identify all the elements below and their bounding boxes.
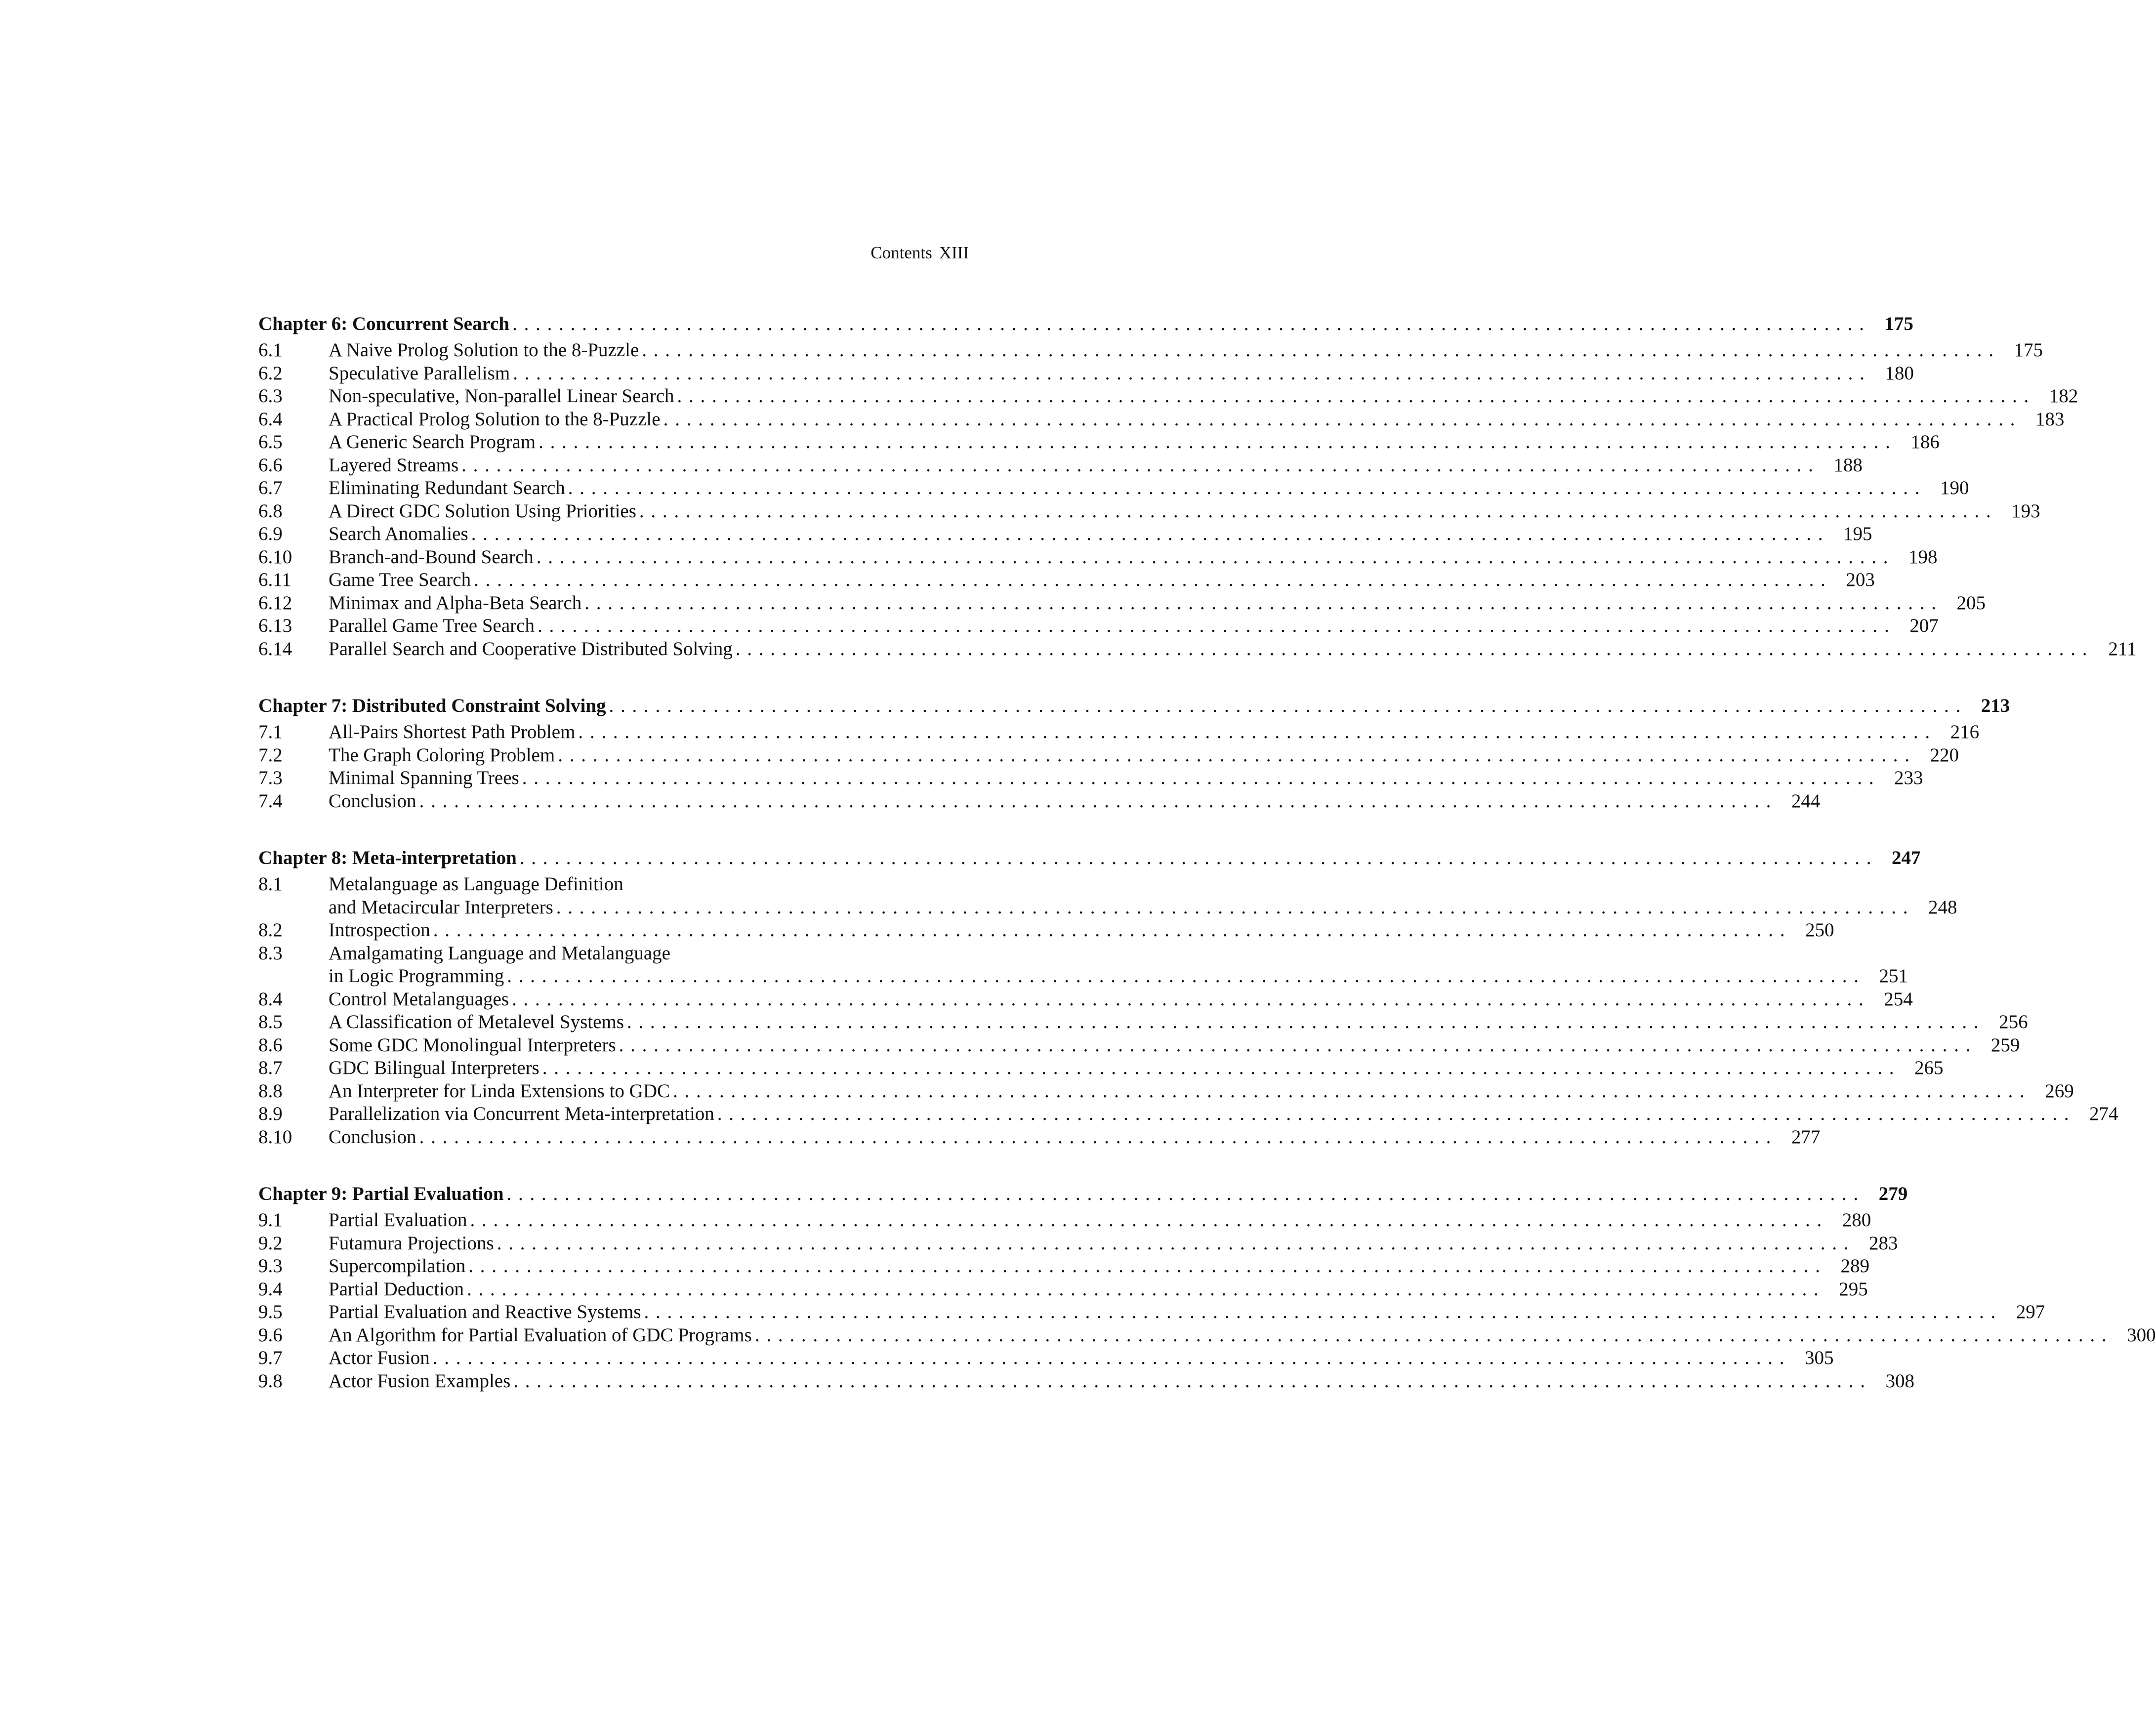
dot-leader: . . . . . . . . . . . . . . . . . . . . . . . . . . . . . . . . . . . . . . . . . . . . . . . . . . . . . . . . . . . . . . . . . . . . . . . . . . . . . . . . . . . . . . . . . . . . . . . . . . . . . . . . . . . . . . . . . . . . . bbox=[663, 408, 2016, 430]
toc-entry-row bbox=[258, 942, 970, 965]
toc-entry-row bbox=[258, 477, 1969, 500]
entry-title: An Algorithm for Partial Evaluation of GDC Programs bbox=[329, 1324, 755, 1347]
section-page-number: 195 bbox=[1843, 523, 1872, 544]
dot-leader: . . . . . . . . . . . . . . . . . . . . . . . . . . . . . . . . . . . . . . . . . . . . . . . . . . . . . . . . . . . . . . . . . . . . . . . . . . . . . . . . . . . . . . . . . . . . . . . . . . . . . . . . . . . . . . . . . . . . . bbox=[584, 592, 1938, 614]
entry-title: Chapter 8: Meta-interpretation bbox=[258, 843, 520, 873]
toc-entry-row bbox=[258, 1080, 2074, 1103]
section-page-number: 265 bbox=[1914, 1057, 1944, 1078]
section-number: 9.2 bbox=[258, 1232, 283, 1254]
section-page-number: 211 bbox=[2108, 638, 2137, 660]
section-number: 6.4 bbox=[258, 408, 283, 430]
section-number: 6.8 bbox=[258, 500, 283, 522]
entry-title-cell bbox=[329, 767, 1883, 790]
dot-leader: . . . . . . . . . . . . . . . . . . . . . . . . . . . . . . . . . . . . . . . . . . . . . . . . . . . . . . . . . . . . . . . . . . . . . . . . . . . . . . . . . . . . . . . . . . . . . . . . . . . . . . . . . . . . . . . . . . . . . bbox=[735, 638, 2088, 660]
dot-leader: . . . . . . . . . . . . . . . . . . . . . . . . . . . . . . . . . . . . . . . . . . . . . . . . . . . . . . . . . . . . . . . . . . . . . . . . . . . . . . . . . . . . . . . . . . . . . . . . . . . . . . . . . . . . . . . . . . . . . bbox=[507, 965, 1860, 987]
entry-title-cell bbox=[329, 790, 1781, 813]
entry-title-cell bbox=[329, 965, 1868, 988]
entry-title: All-Pairs Shortest Path Problem bbox=[329, 721, 578, 744]
dot-leader: . . . . . . . . . . . . . . . . . . . . . . . . . . . . . . . . . . . . . . . . . . . . . . . . . . . . . . . . . . . . . . . . . . . . . . . . . . . . . . . . . . . . . . . . . . . . . . . . . . . . . . . . . . . . . . . . . . . . . bbox=[433, 919, 1786, 941]
entry-title: Actor Fusion bbox=[329, 1347, 433, 1370]
section-page-number: 198 bbox=[1908, 546, 1938, 568]
entry-title: The Graph Coloring Problem bbox=[329, 744, 558, 767]
toc-entry-row bbox=[258, 873, 970, 896]
toc-entry-row bbox=[258, 1057, 1944, 1080]
section-number: 9.7 bbox=[258, 1347, 283, 1368]
section-number: 6.3 bbox=[258, 385, 283, 407]
toc-entry-row bbox=[258, 408, 2065, 431]
entry-title-cell bbox=[329, 1080, 2034, 1103]
entry-title-cell bbox=[329, 615, 1899, 638]
dot-leader: . . . . . . . . . . . . . . . . . . . . . . . . . . . . . . . . . . . . . . . . . . . . . . . . . . . . . . . . . . . . . . . . . . . . . . . . . . . . . . . . . . . . . . . . . . . . . . . . . . . . . . . . . . . . . . . . . . . . . bbox=[522, 767, 1875, 788]
dot-leader: . . . . . . . . . . . . . . . . . . . . . . . . . . . . . . . . . . . . . . . . . . . . . . . . . . . . . . . . . . . . . . . . . . . . . . . . . . . . . . . . . . . . . . . . . . . . . . . . . . . . . . . . . . . . . . . . . . . . . bbox=[513, 362, 1866, 384]
section-number: 7.4 bbox=[258, 790, 283, 812]
section-number: 6.13 bbox=[258, 615, 292, 636]
entry-title-cell bbox=[329, 1103, 2079, 1126]
entry-title-cell bbox=[329, 873, 930, 896]
section-number: 6.2 bbox=[258, 362, 283, 384]
entry-title: Partial Evaluation bbox=[329, 1209, 470, 1232]
section-number: 8.7 bbox=[258, 1057, 283, 1078]
dot-leader: . . . . . . . . . . . . . . . . . . . . . . . . . . . . . . . . . . . . . . . . . . . . . . . . . . . . . . . . . . . . . . . . . . . . . . . . . . . . . . . . . . . . . . . . . . . . . . . . . . . . . . . . . . . . . . . . . . . . . bbox=[717, 1103, 2070, 1124]
section-page-number: 250 bbox=[1805, 919, 1834, 941]
entry-title: Control Metalanguages bbox=[329, 988, 512, 1011]
dot-leader: . . . . . . . . . . . . . . . . . . . . . . . . . . . . . . . . . . . . . . . . . . . . . . . . . . . . . . . . . . . . . . . . . . . . . . . . . . . . . . . . . . . . . . . . . . . . . . . . . . . . . . . . . . . . . . . . . . . . . bbox=[519, 847, 1872, 868]
entry-title: Search Anomalies bbox=[329, 523, 471, 546]
section-page-number: 203 bbox=[1846, 569, 1875, 590]
section-number: 7.3 bbox=[258, 767, 283, 788]
entry-title-cell bbox=[329, 454, 1823, 477]
entry-title-cell bbox=[329, 385, 2038, 408]
toc-entry-row bbox=[258, 615, 1939, 638]
entry-title-cell bbox=[329, 431, 1900, 454]
section-number: 8.9 bbox=[258, 1103, 283, 1124]
toc-entry-row bbox=[258, 339, 2043, 362]
entry-title-cell bbox=[329, 942, 930, 965]
entry-title: Partial Deduction bbox=[329, 1278, 467, 1301]
toc-entry-row bbox=[258, 1034, 2020, 1057]
entry-title-cell bbox=[329, 362, 1874, 385]
section-number: 9.1 bbox=[258, 1209, 283, 1231]
entry-title: Eliminating Redundant Search bbox=[329, 477, 568, 500]
dot-leader: . . . . . . . . . . . . . . . . . . . . . . . . . . . . . . . . . . . . . . . . . . . . . . . . . . . . . . . . . . . . . . . . . . . . . . . . . . . . . . . . . . . . . . . . . . . . . . . . . . . . . . . . . . . . . . . . . . . . . bbox=[467, 1278, 1820, 1300]
section-number: 9.6 bbox=[258, 1324, 283, 1346]
chapter-block bbox=[258, 843, 2118, 1149]
entry-title: Chapter 9: Partial Evaluation bbox=[258, 1179, 507, 1209]
section-page-number: 175 bbox=[2014, 339, 2043, 361]
toc-entry-row bbox=[258, 1278, 1868, 1301]
dot-leader: . . . . . . . . . . . . . . . . . . . . . . . . . . . . . . . . . . . . . . . . . . . . . . . . . . . . . . . . . . . . . . . . . . . . . . . . . . . . . . . . . . . . . . . . . . . . . . . . . . . . . . . . . . . . . . . . . . . . . bbox=[558, 744, 1910, 766]
section-page-number: 274 bbox=[2089, 1103, 2118, 1124]
section-page-number: 180 bbox=[1885, 362, 1914, 384]
chapter-block bbox=[258, 309, 2137, 660]
section-number: 8.8 bbox=[258, 1080, 283, 1102]
toc-entry-row bbox=[258, 919, 1834, 942]
section-page-number: 205 bbox=[1956, 592, 1986, 614]
entry-title: Layered Streams bbox=[329, 454, 461, 477]
entry-title-cell bbox=[329, 592, 1946, 615]
dot-leader: . . . . . . . . . . . . . . . . . . . . . . . . . . . . . . . . . . . . . . . . . . . . . . . . . . . . . . . . . . . . . . . . . . . . . . . . . . . . . . . . . . . . . . . . . . . . . . . . . . . . . . . . . . . . . . . . . . . . . bbox=[673, 1080, 2026, 1102]
entry-title-cell bbox=[258, 843, 1881, 873]
dot-leader: . . . . . . . . . . . . . . . . . . . . . . . . . . . . . . . . . . . . . . . . . . . . . . . . . . . . . . . . . . . . . . . . . . . . . . . . . . . . . . . . . . . . . . . . . . . . . . . . . . . . . . . . . . . . . . . . . . . . . bbox=[512, 313, 1865, 334]
toc-entry-row bbox=[258, 546, 1938, 569]
entry-title-cell bbox=[329, 339, 2003, 362]
section-page-number: 308 bbox=[1885, 1370, 1915, 1392]
toc-entry-row bbox=[258, 896, 1957, 919]
toc-entry-row bbox=[258, 1232, 1898, 1255]
section-page-number: 269 bbox=[2045, 1080, 2074, 1102]
dot-leader: . . . . . . . . . . . . . . . . . . . . . . . . . . . . . . . . . . . . . . . . . . . . . . . . . . . . . . . . . . . . . . . . . . . . . . . . . . . . . . . . . . . . . . . . . . . . . . . . . . . . . . . . . . . . . . . . . . . . . bbox=[468, 1255, 1822, 1277]
entry-title-cell bbox=[329, 1057, 1904, 1080]
dot-leader: . . . . . . . . . . . . . . . . . . . . . . . . . . . . . . . . . . . . . . . . . . . . . . . . . . . . . . . . . . . . . . . . . . . . . . . . . . . . . . . . . . . . . . . . . . . . . . . . . . . . . . . . . . . . . . . . . . . . . bbox=[471, 523, 1824, 544]
section-number: 6.10 bbox=[258, 546, 292, 568]
toc-entry-row bbox=[258, 790, 1821, 813]
toc-entry-row bbox=[258, 431, 1940, 454]
dot-leader: . . . . . . . . . . . . . . . . . . . . . . . . . . . . . . . . . . . . . . . . . . . . . . . . . . . . . . . . . . . . . . . . . . . . . . . . . . . . . . . . . . . . . . . . . . . . . . . . . . . . . . . . . . . . . . . . . . . . . bbox=[644, 1301, 1997, 1322]
toc-entry-row bbox=[258, 500, 2040, 523]
entry-title: Partial Evaluation and Reactive Systems bbox=[329, 1301, 644, 1324]
dot-leader: . . . . . . . . . . . . . . . . . . . . . . . . . . . . . . . . . . . . . . . . . . . . . . . . . . . . . . . . . . . . . . . . . . . . . . . . . . . . . . . . . . . . . . . . . . . . . . . . . . . . . . . . . . . . . . . . . . . . . bbox=[609, 695, 1962, 716]
section-number: 8.4 bbox=[258, 988, 283, 1010]
chapter-block bbox=[258, 1179, 2156, 1393]
entry-title: Parallel Game Tree Search bbox=[329, 615, 538, 638]
dot-leader: . . . . . . . . . . . . . . . . . . . . . . . . . . . . . . . . . . . . . . . . . . . . . . . . . . . . . . . . . . . . . . . . . . . . . . . . . . . . . . . . . . . . . . . . . . . . . . . . . . . . . . . . . . . . . . . . . . . . . bbox=[754, 1324, 2108, 1346]
entry-title-cell bbox=[329, 1232, 1858, 1255]
entry-title: Game Tree Search bbox=[329, 569, 474, 592]
toc-entry-row bbox=[258, 721, 1980, 744]
dot-leader: . . . . . . . . . . . . . . . . . . . . . . . . . . . . . . . . . . . . . . . . . . . . . . . . . . . . . . . . . . . . . . . . . . . . . . . . . . . . . . . . . . . . . . . . . . . . . . . . . . . . . . . . . . . . . . . . . . . . . bbox=[677, 385, 2030, 407]
dot-leader: . . . . . . . . . . . . . . . . . . . . . . . . . . . . . . . . . . . . . . . . . . . . . . . . . . . . . . . . . . . . . . . . . . . . . . . . . . . . . . . . . . . . . . . . . . . . . . . . . . . . . . . . . . . . . . . . . . . . . bbox=[639, 500, 1992, 522]
toc-entry-row bbox=[258, 638, 2137, 661]
section-page-number: 188 bbox=[1833, 454, 1863, 476]
entry-title: Actor Fusion Examples bbox=[329, 1370, 513, 1393]
toc-entry-row bbox=[258, 1347, 1834, 1370]
entry-title: An Interpreter for Linda Extensions to GDC bbox=[329, 1080, 673, 1103]
entry-title-cell bbox=[329, 1255, 1830, 1278]
section-page-number: 305 bbox=[1805, 1347, 1834, 1368]
section-page-number: 233 bbox=[1894, 767, 1923, 788]
section-number: 9.5 bbox=[258, 1301, 283, 1322]
entry-title: Non-speculative, Non-parallel Linear Search bbox=[329, 385, 677, 408]
section-number: 6.14 bbox=[258, 638, 292, 660]
section-number: 6.1 bbox=[258, 339, 283, 361]
entry-title-cell bbox=[329, 1324, 2116, 1347]
chapter-block bbox=[258, 691, 2010, 813]
section-number: 8.1 bbox=[258, 873, 283, 895]
section-number: 6.5 bbox=[258, 431, 283, 453]
entry-title: A Naive Prolog Solution to the 8-Puzzle bbox=[329, 339, 642, 362]
entry-title: Chapter 6: Concurrent Search bbox=[258, 309, 512, 339]
entry-title: A Classification of Metalevel Systems bbox=[329, 1011, 627, 1034]
entry-title-cell bbox=[258, 691, 1970, 721]
entry-title: Introspection bbox=[329, 919, 433, 942]
dot-leader: . . . . . . . . . . . . . . . . . . . . . . . . . . . . . . . . . . . . . . . . . . . . . . . . . . . . . . . . . . . . . . . . . . . . . . . . . . . . . . . . . . . . . . . . . . . . . . . . . . . . . . . . . . . . . . . . . . . . . bbox=[537, 615, 1890, 636]
entry-title-cell bbox=[329, 1278, 1828, 1301]
entry-title-cell bbox=[258, 309, 1874, 339]
entry-title: Minimax and Alpha-Beta Search bbox=[329, 592, 584, 615]
toc-entry-row bbox=[258, 965, 1908, 988]
entry-title: Parallelization via Concurrent Meta-interpretation bbox=[329, 1103, 717, 1126]
section-number: 8.2 bbox=[258, 919, 283, 941]
chapter-heading bbox=[258, 1179, 1908, 1209]
entry-title: Metalanguage as Language Definition bbox=[329, 873, 626, 895]
entry-title-cell bbox=[329, 523, 1832, 546]
entry-title-cell bbox=[329, 1011, 1989, 1034]
entry-title-cell bbox=[329, 896, 1918, 919]
entry-title-cell bbox=[329, 1034, 1980, 1057]
entry-title-cell bbox=[329, 546, 1898, 569]
dot-leader: . . . . . . . . . . . . . . . . . . . . . . . . . . . . . . . . . . . . . . . . . . . . . . . . . . . . . . . . . . . . . . . . . . . . . . . . . . . . . . . . . . . . . . . . . . . . . . . . . . . . . . . . . . . . . . . . . . . . . bbox=[506, 1183, 1860, 1204]
entry-title-cell bbox=[329, 477, 1929, 500]
dot-leader: . . . . . . . . . . . . . . . . . . . . . . . . . . . . . . . . . . . . . . . . . . . . . . . . . . . . . . . . . . . . . . . . . . . . . . . . . . . . . . . . . . . . . . . . . . . . . . . . . . . . . . . . . . . . . . . . . . . . . bbox=[513, 1370, 1866, 1392]
dot-leader: . . . . . . . . . . . . . . . . . . . . . . . . . . . . . . . . . . . . . . . . . . . . . . . . . . . . . . . . . . . . . . . . . . . . . . . . . . . . . . . . . . . . . . . . . . . . . . . . . . . . . . . . . . . . . . . . . . . . . bbox=[419, 790, 1772, 812]
entry-title: Branch-and-Bound Search bbox=[329, 546, 537, 569]
dot-leader: . . . . . . . . . . . . . . . . . . . . . . . . . . . . . . . . . . . . . . . . . . . . . . . . . . . . . . . . . . . . . . . . . . . . . . . . . . . . . . . . . . . . . . . . . . . . . . . . . . . . . . . . . . . . . . . . . . . . . bbox=[432, 1347, 1785, 1368]
toc-entry-row bbox=[258, 592, 1986, 615]
section-page-number: 256 bbox=[1999, 1011, 2028, 1032]
toc-entry-row bbox=[258, 1370, 1915, 1393]
entry-title-cell bbox=[329, 569, 1835, 592]
toc-entry-row bbox=[258, 1103, 2118, 1126]
entry-title: Some GDC Monolingual Interpreters bbox=[329, 1034, 619, 1057]
entry-title-cell bbox=[329, 1126, 1781, 1149]
entry-title-cell bbox=[329, 1209, 1831, 1232]
section-page-number: 254 bbox=[1884, 988, 1913, 1010]
entry-title: Parallel Search and Cooperative Distributed Solving bbox=[329, 638, 736, 661]
toc-entry-row bbox=[258, 1011, 2028, 1034]
dot-leader: . . . . . . . . . . . . . . . . . . . . . . . . . . . . . . . . . . . . . . . . . . . . . . . . . . . . . . . . . . . . . . . . . . . . . . . . . . . . . . . . . . . . . . . . . . . . . . . . . . . . . . . . . . . . . . . . . . . . . bbox=[568, 477, 1921, 498]
chapter-page-number: 279 bbox=[1878, 1183, 1908, 1204]
section-number: 6.6 bbox=[258, 454, 283, 476]
running-head-page-number: XIII bbox=[939, 243, 969, 262]
section-page-number: 183 bbox=[2035, 408, 2065, 430]
section-number: 9.3 bbox=[258, 1255, 283, 1277]
entry-title: GDC Bilingual Interpreters bbox=[329, 1057, 542, 1080]
section-page-number: 289 bbox=[1840, 1255, 1870, 1277]
section-page-number: 295 bbox=[1839, 1278, 1868, 1300]
dot-leader: . . . . . . . . . . . . . . . . . . . . . . . . . . . . . . . . . . . . . . . . . . . . . . . . . . . . . . . . . . . . . . . . . . . . . . . . . . . . . . . . . . . . . . . . . . . . . . . . . . . . . . . . . . . . . . . . . . . . . bbox=[542, 1057, 1895, 1078]
section-number: 6.9 bbox=[258, 523, 283, 544]
toc-entry-row bbox=[258, 523, 1872, 546]
entry-title: in Logic Programming bbox=[329, 965, 507, 988]
entry-title-cell bbox=[329, 1370, 1875, 1393]
entry-title: Speculative Parallelism bbox=[329, 362, 513, 385]
section-number: 9.4 bbox=[258, 1278, 283, 1300]
dot-leader: . . . . . . . . . . . . . . . . . . . . . . . . . . . . . . . . . . . . . . . . . . . . . . . . . . . . . . . . . . . . . . . . . . . . . . . . . . . . . . . . . . . . . . . . . . . . . . . . . . . . . . . . . . . . . . . . . . . . . bbox=[470, 1209, 1823, 1231]
dot-leader: . . . . . . . . . . . . . . . . . . . . . . . . . . . . . . . . . . . . . . . . . . . . . . . . . . . . . . . . . . . . . . . . . . . . . . . . . . . . . . . . . . . . . . . . . . . . . . . . . . . . . . . . . . . . . . . . . . . . . bbox=[626, 1011, 1980, 1032]
section-page-number: 186 bbox=[1910, 431, 1940, 453]
chapter-page-number: 175 bbox=[1884, 313, 1913, 334]
entry-title: Futamura Projections bbox=[329, 1232, 497, 1255]
entry-title-cell bbox=[329, 1347, 1794, 1370]
toc-entry-row bbox=[258, 1126, 1821, 1149]
section-number: 9.8 bbox=[258, 1370, 283, 1392]
section-page-number: 207 bbox=[1909, 615, 1939, 636]
chapter-page-number: 213 bbox=[1981, 695, 2010, 716]
chapter-heading bbox=[258, 843, 1921, 873]
section-page-number: 220 bbox=[1930, 744, 1959, 766]
entry-title: Conclusion bbox=[329, 1126, 419, 1149]
table-of-contents bbox=[258, 309, 2156, 1423]
toc-entry-row bbox=[258, 1209, 1871, 1232]
dot-leader: . . . . . . . . . . . . . . . . . . . . . . . . . . . . . . . . . . . . . . . . . . . . . . . . . . . . . . . . . . . . . . . . . . . . . . . . . . . . . . . . . . . . . . . . . . . . . . . . . . . . . . . . . . . . . . . . . . . . . bbox=[419, 1126, 1772, 1148]
toc-entry-row bbox=[258, 454, 1863, 477]
section-number: 8.10 bbox=[258, 1126, 292, 1148]
dot-leader: . . . . . . . . . . . . . . . . . . . . . . . . . . . . . . . . . . . . . . . . . . . . . . . . . . . . . . . . . . . . . . . . . . . . . . . . . . . . . . . . . . . . . . . . . . . . . . . . . . . . . . . . . . . . . . . . . . . . . bbox=[512, 988, 1865, 1010]
chapter-heading bbox=[258, 691, 2010, 721]
dot-leader: . . . . . . . . . . . . . . . . . . . . . . . . . . . . . . . . . . . . . . . . . . . . . . . . . . . . . . . . . . . . . . . . . . . . . . . . . . . . . . . . . . . . . . . . . . . . . . . . . . . . . . . . . . . . . . . . . . . . . bbox=[497, 1232, 1850, 1254]
toc-entry-row bbox=[258, 362, 1914, 385]
section-page-number: 193 bbox=[2011, 500, 2040, 522]
toc-entry-row bbox=[258, 744, 1959, 767]
entry-title-cell bbox=[329, 638, 2097, 661]
entry-title-cell bbox=[329, 1301, 2005, 1324]
entry-title: Supercompilation bbox=[329, 1255, 468, 1278]
entry-title-cell bbox=[258, 1179, 1868, 1209]
dot-leader: . . . . . . . . . . . . . . . . . . . . . . . . . . . . . . . . . . . . . . . . . . . . . . . . . . . . . . . . . . . . . . . . . . . . . . . . . . . . . . . . . . . . . . . . . . . . . . . . . . . . . . . . . . . . . . . . . . . . . bbox=[474, 569, 1826, 590]
entry-title: Minimal Spanning Trees bbox=[329, 767, 522, 790]
section-page-number: 280 bbox=[1842, 1209, 1871, 1231]
chapter-heading bbox=[258, 309, 1913, 339]
running-head-label: Contents bbox=[871, 243, 932, 262]
entry-title-cell bbox=[329, 500, 2001, 523]
section-page-number: 182 bbox=[2049, 385, 2078, 407]
entry-title: A Practical Prolog Solution to the 8-Puzzle bbox=[329, 408, 663, 431]
toc-entry-row bbox=[258, 569, 1875, 592]
dot-leader: . . . . . . . . . . . . . . . . . . . . . . . . . . . . . . . . . . . . . . . . . . . . . . . . . . . . . . . . . . . . . . . . . . . . . . . . . . . . . . . . . . . . . . . . . . . . . . . . . . . . . . . . . . . . . . . . . . . . . bbox=[536, 546, 1889, 568]
entry-title: Conclusion bbox=[329, 790, 419, 813]
entry-title: A Direct GDC Solution Using Priorities bbox=[329, 500, 639, 523]
section-number: 6.7 bbox=[258, 477, 283, 498]
section-page-number: 300 bbox=[2127, 1324, 2156, 1346]
entry-title-cell bbox=[329, 721, 1940, 744]
entry-title-cell bbox=[329, 919, 1795, 942]
entry-title: Amalgamating Language and Metalanguage bbox=[329, 943, 673, 964]
entry-title-cell bbox=[329, 744, 1919, 767]
section-number: 8.6 bbox=[258, 1034, 283, 1056]
dot-leader: . . . . . . . . . . . . . . . . . . . . . . . . . . . . . . . . . . . . . . . . . . . . . . . . . . . . . . . . . . . . . . . . . . . . . . . . . . . . . . . . . . . . . . . . . . . . . . . . . . . . . . . . . . . . . . . . . . . . . bbox=[642, 339, 1995, 361]
toc-entry-row bbox=[258, 767, 1923, 790]
running-head bbox=[871, 243, 969, 263]
section-number: 8.3 bbox=[258, 942, 283, 964]
section-page-number: 244 bbox=[1791, 790, 1821, 812]
section-page-number: 277 bbox=[1791, 1126, 1821, 1148]
dot-leader: . . . . . . . . . . . . . . . . . . . . . . . . . . . . . . . . . . . . . . . . . . . . . . . . . . . . . . . . . . . . . . . . . . . . . . . . . . . . . . . . . . . . . . . . . . . . . . . . . . . . . . . . . . . . . . . . . . . . . bbox=[461, 454, 1814, 476]
section-number: 7.2 bbox=[258, 744, 283, 766]
entry-title: A Generic Search Program bbox=[329, 431, 539, 454]
section-page-number: 259 bbox=[1990, 1034, 2020, 1056]
toc-entry-row bbox=[258, 1255, 1870, 1278]
section-page-number: 283 bbox=[1868, 1232, 1898, 1254]
section-number: 6.11 bbox=[258, 569, 291, 590]
toc-entry-row bbox=[258, 385, 2078, 408]
section-page-number: 248 bbox=[1928, 896, 1957, 918]
section-page-number: 297 bbox=[2016, 1301, 2045, 1322]
dot-leader: . . . . . . . . . . . . . . . . . . . . . . . . . . . . . . . . . . . . . . . . . . . . . . . . . . . . . . . . . . . . . . . . . . . . . . . . . . . . . . . . . . . . . . . . . . . . . . . . . . . . . . . . . . . . . . . . . . . . . bbox=[619, 1034, 1972, 1056]
section-number: 8.5 bbox=[258, 1011, 283, 1032]
entry-title-cell bbox=[329, 408, 2025, 431]
toc-entry-row bbox=[258, 1324, 2156, 1347]
toc-entry-row bbox=[258, 1301, 2045, 1324]
toc-entry-row bbox=[258, 988, 1913, 1011]
entry-title-cell bbox=[329, 988, 1873, 1011]
section-page-number: 251 bbox=[1879, 965, 1908, 987]
section-number: 6.12 bbox=[258, 592, 292, 614]
dot-leader: . . . . . . . . . . . . . . . . . . . . . . . . . . . . . . . . . . . . . . . . . . . . . . . . . . . . . . . . . . . . . . . . . . . . . . . . . . . . . . . . . . . . . . . . . . . . . . . . . . . . . . . . . . . . . . . . . . . . . bbox=[556, 896, 1909, 918]
entry-title: Chapter 7: Distributed Constraint Solving bbox=[258, 691, 609, 721]
section-number: 7.1 bbox=[258, 721, 283, 743]
section-page-number: 190 bbox=[1940, 477, 1969, 498]
entry-title: and Metacircular Interpreters bbox=[329, 896, 556, 919]
dot-leader: . . . . . . . . . . . . . . . . . . . . . . . . . . . . . . . . . . . . . . . . . . . . . . . . . . . . . . . . . . . . . . . . . . . . . . . . . . . . . . . . . . . . . . . . . . . . . . . . . . . . . . . . . . . . . . . . . . . . . bbox=[539, 431, 1891, 453]
chapter-page-number: 247 bbox=[1892, 847, 1921, 868]
dot-leader: . . . . . . . . . . . . . . . . . . . . . . . . . . . . . . . . . . . . . . . . . . . . . . . . . . . . . . . . . . . . . . . . . . . . . . . . . . . . . . . . . . . . . . . . . . . . . . . . . . . . . . . . . . . . . . . . . . . . . bbox=[578, 721, 1931, 743]
section-page-number: 216 bbox=[1950, 721, 1980, 743]
